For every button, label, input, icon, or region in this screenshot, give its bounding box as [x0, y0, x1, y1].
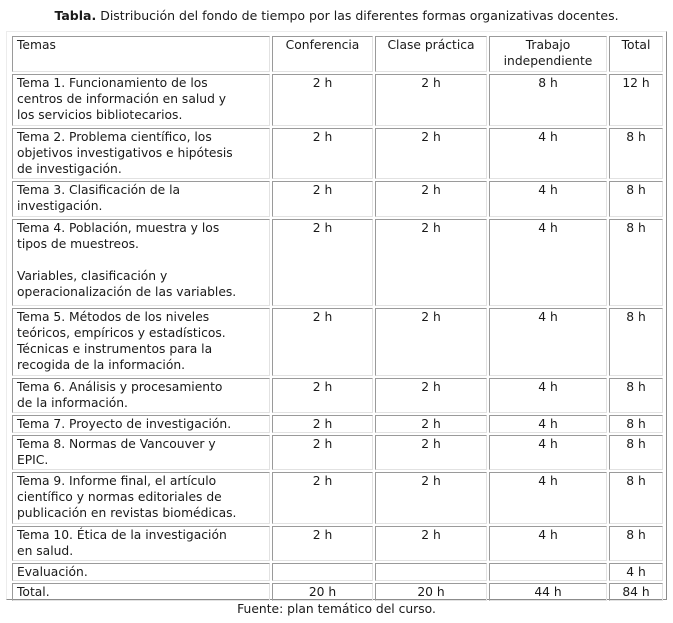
- tema-line: Tema 9. Informe final, el artículo: [17, 474, 217, 488]
- cell-trabajo-independiente: 4 h: [489, 472, 607, 524]
- cell-tema: [12, 563, 270, 581]
- cell-conferencia: 2 h: [272, 415, 373, 433]
- header-total: Total: [609, 36, 663, 72]
- tema-line: EPIC.: [17, 453, 49, 467]
- tema-line: Tema 2. Problema científico, los: [17, 130, 212, 144]
- cell-trabajo-independiente: 4 h: [489, 308, 607, 376]
- cell-clase-practica: [375, 563, 487, 581]
- table-row: [12, 128, 663, 179]
- cell-clase-practica: 2 h: [375, 378, 487, 413]
- cell-trabajo-independiente: 4 h: [489, 378, 607, 413]
- cell-tema: [12, 308, 270, 376]
- cell-clase-practica: 2 h: [375, 526, 487, 561]
- cell-tema: [12, 472, 270, 524]
- cell-tema: [12, 415, 270, 433]
- cell-total: 8 h: [609, 181, 663, 217]
- cell-conferencia: 2 h: [272, 308, 373, 376]
- cell-total: 8 h: [609, 128, 663, 179]
- table-row: [12, 308, 663, 376]
- cell-tema: [12, 128, 270, 179]
- cell-conferencia: 2 h: [272, 378, 373, 413]
- header-trabajo-line2: independiente: [503, 54, 593, 68]
- cell-trabajo-independiente: 44 h: [489, 583, 607, 601]
- tema-line: tipos de muestreos.: [17, 237, 139, 251]
- table-row: [12, 181, 663, 217]
- tema-line: los servicios bibliotecarios.: [17, 108, 183, 122]
- cell-trabajo-independiente: 4 h: [489, 219, 607, 306]
- table-row: [12, 563, 663, 581]
- tema-line: centros de información en salud y: [17, 92, 227, 106]
- cell-conferencia: 2 h: [272, 526, 373, 561]
- cell-trabajo-independiente: 4 h: [489, 435, 607, 470]
- cell-total: 84 h: [609, 583, 663, 601]
- cell-trabajo-independiente: 4 h: [489, 181, 607, 217]
- tema-line: de la información.: [17, 396, 128, 410]
- tema-line: Tema 1. Funcionamiento de los: [17, 76, 208, 90]
- header-row: [12, 36, 663, 72]
- cell-trabajo-independiente: 4 h: [489, 526, 607, 561]
- cell-clase-practica: 2 h: [375, 435, 487, 470]
- cell-total: 8 h: [609, 219, 663, 306]
- cell-conferencia: 2 h: [272, 128, 373, 179]
- tema-line: recogida de la información.: [17, 358, 186, 372]
- cell-total: 8 h: [609, 308, 663, 376]
- header-clase-practica: Clase práctica: [375, 36, 487, 72]
- cell-clase-practica: 2 h: [375, 128, 487, 179]
- tema-line: Tema 6. Análisis y procesamiento: [17, 380, 223, 394]
- cell-total: 8 h: [609, 415, 663, 433]
- header-trabajo-line1: Trabajo: [525, 38, 571, 52]
- cell-total: 4 h: [609, 563, 663, 581]
- table-row: [12, 435, 663, 470]
- cell-tema: [12, 526, 270, 561]
- tema-line: en salud.: [17, 544, 74, 558]
- cell-conferencia: 2 h: [272, 219, 373, 306]
- tema-line: científico y normas editoriales de: [17, 490, 222, 504]
- table-frame: [6, 31, 667, 600]
- cell-tema: [12, 219, 270, 306]
- cell-total: 8 h: [609, 472, 663, 524]
- cell-conferencia: 2 h: [272, 472, 373, 524]
- cell-clase-practica: 2 h: [375, 415, 487, 433]
- cell-clase-practica: 2 h: [375, 181, 487, 217]
- cell-conferencia: 2 h: [272, 181, 373, 217]
- cell-clase-practica: 2 h: [375, 472, 487, 524]
- table-row: [12, 378, 663, 413]
- table-caption: [0, 8, 673, 24]
- cell-tema: [12, 74, 270, 126]
- cell-conferencia: [272, 563, 373, 581]
- cell-total: 8 h: [609, 378, 663, 413]
- cell-total: 12 h: [609, 74, 663, 126]
- cell-tema: [12, 181, 270, 217]
- table-row: [12, 472, 663, 524]
- cell-clase-practica: 20 h: [375, 583, 487, 601]
- table-row: [12, 583, 663, 601]
- cell-trabajo-independiente: 8 h: [489, 74, 607, 126]
- cell-total: 8 h: [609, 526, 663, 561]
- tema-line: publicación en revistas biomédicas.: [17, 506, 237, 520]
- tema-line: Tema 3. Clasificación de la: [17, 183, 181, 197]
- header-temas: Temas: [12, 36, 270, 72]
- tema-line: Total.: [17, 585, 50, 599]
- cell-total: 8 h: [609, 435, 663, 470]
- tema-line: Tema 7. Proyecto de investigación.: [17, 417, 232, 431]
- tema-line: objetivos investigativos e hipótesis: [17, 146, 233, 160]
- cell-conferencia: 2 h: [272, 74, 373, 126]
- caption-label: Tabla.: [54, 8, 97, 23]
- cell-tema: [12, 378, 270, 413]
- caption-text: Distribución del fondo de tiempo por las diferentes formas organizativas docentes.: [96, 8, 619, 23]
- cell-conferencia: 2 h: [272, 435, 373, 470]
- tema-line: Técnicas e instrumentos para la: [17, 342, 213, 356]
- header-conferencia: Conferencia: [272, 36, 373, 72]
- cell-trabajo-independiente: [489, 563, 607, 581]
- cell-clase-practica: 2 h: [375, 219, 487, 306]
- cell-clase-practica: 2 h: [375, 74, 487, 126]
- tema-line: investigación.: [17, 199, 103, 213]
- tema-line: operacionalización de las variables.: [17, 285, 237, 299]
- tema-line: teóricos, empíricos y estadísticos.: [17, 326, 226, 340]
- header-trabajo-independiente: [489, 36, 607, 72]
- tema-line: Evaluación.: [17, 565, 88, 579]
- tema-line: Tema 4. Población, muestra y los: [17, 221, 220, 235]
- cell-tema: [12, 583, 270, 601]
- table-source: Fuente: plan temático del curso.: [237, 602, 436, 616]
- tema-line: Tema 8. Normas de Vancouver y: [17, 437, 216, 451]
- table-row: [12, 526, 663, 561]
- cell-conferencia: 20 h: [272, 583, 373, 601]
- tema-line: Tema 5. Métodos de los niveles: [17, 310, 210, 324]
- hours-table: [10, 34, 665, 603]
- tema-line: Variables, clasificación y: [17, 269, 168, 283]
- cell-tema: [12, 435, 270, 470]
- cell-clase-practica: 2 h: [375, 308, 487, 376]
- tema-line: de investigación.: [17, 162, 122, 176]
- cell-trabajo-independiente: 4 h: [489, 128, 607, 179]
- cell-trabajo-independiente: 4 h: [489, 415, 607, 433]
- tema-line: Tema 10. Ética de la investigación: [17, 528, 227, 542]
- table-row: [12, 74, 663, 126]
- table-row: [12, 219, 663, 306]
- paragraph-gap: [17, 252, 265, 268]
- table-row: [12, 415, 663, 433]
